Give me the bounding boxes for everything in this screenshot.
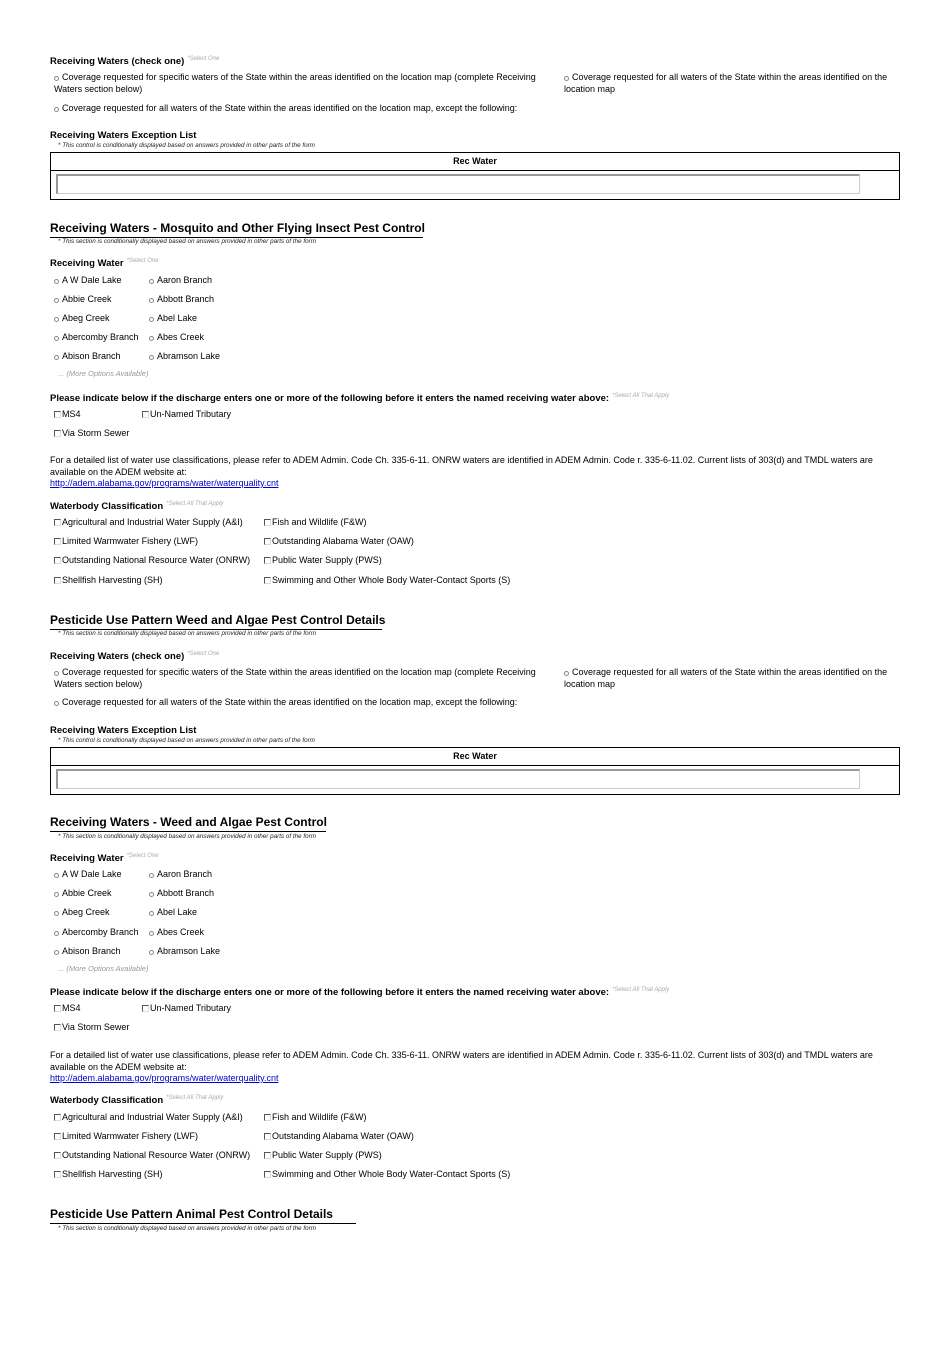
radio-icon[interactable] [149, 279, 154, 284]
rec-water-input[interactable] [56, 174, 860, 194]
radio-icon[interactable] [54, 336, 59, 341]
select-all-hint: *Select All That Apply [166, 501, 224, 507]
section-title-animal: Pesticide Use Pattern Animal Pest Control Details [50, 1207, 333, 1221]
checkbox-icon[interactable] [264, 1152, 271, 1159]
checkbox-icon[interactable] [264, 1133, 271, 1140]
radio-water[interactable]: Abbott Branch [149, 888, 214, 898]
section-title-weed-details: Pesticide Use Pattern Weed and Algae Pest Control Details [50, 613, 386, 627]
select-one-hint: *Select One [126, 258, 159, 264]
checkbox-icon[interactable] [54, 519, 61, 526]
radio-icon[interactable] [54, 76, 59, 81]
radio-water[interactable]: Abel Lake [149, 313, 197, 323]
radio-icon[interactable] [149, 873, 154, 878]
radio-icon[interactable] [54, 931, 59, 936]
radio-coverage-except[interactable]: Coverage requested for all waters of the State within the areas identified on the location map, except the following: [54, 103, 517, 115]
section-note: * This section is conditionally displayed based on answers provided in other parts of the form [58, 833, 316, 840]
exception-note: * This control is conditionally displayed based on answers provided in other parts of the form [58, 142, 315, 149]
checkbox-classification[interactable]: Outstanding National Resource Water (ONRW) [54, 555, 250, 565]
checkbox-icon[interactable] [54, 1133, 61, 1140]
discharge-label: Please indicate below if the discharge enters one or more of the following before it enters the named receiving water above: $^{*Select All That Apply}$ [50, 987, 670, 998]
exception-list-label: Receiving Waters Exception List [50, 130, 197, 141]
checkbox-icon[interactable] [264, 538, 271, 545]
radio-icon[interactable] [149, 317, 154, 322]
checkbox-classification[interactable]: Fish and Wildlife (F&W) [264, 1112, 367, 1122]
radio-icon[interactable] [149, 336, 154, 341]
exception-note: * This control is conditionally displayed based on answers provided in other parts of the form [58, 737, 315, 744]
radio-water[interactable]: Abramson Lake [149, 351, 220, 361]
checkbox-icon[interactable] [264, 519, 271, 526]
checkbox-unnamed-tributary[interactable]: Un-Named Tributary [142, 409, 231, 419]
radio-water[interactable]: Abison Branch [54, 351, 121, 361]
checkbox-classification[interactable]: Outstanding Alabama Water (OAW) [264, 536, 414, 546]
checkbox-classification[interactable]: Outstanding Alabama Water (OAW) [264, 1131, 414, 1141]
checkbox-ms4[interactable]: MS4 [54, 409, 81, 419]
checkbox-classification[interactable]: Limited Warmwater Fishery (LWF) [54, 536, 198, 546]
radio-water[interactable]: Abramson Lake [149, 946, 220, 956]
section-note: * This section is conditionally displayed based on answers provided in other parts of the form [58, 1225, 316, 1232]
checkbox-icon[interactable] [142, 1005, 149, 1012]
more-options[interactable]: ... (More Options Available) [58, 369, 149, 378]
radio-water[interactable]: Aaron Branch [149, 869, 212, 879]
checkbox-classification[interactable]: Public Water Supply (PWS) [264, 1150, 382, 1160]
rec-water-input[interactable] [56, 769, 860, 789]
receiving-water-label: Receiving Water $^{*Select One}$ [50, 258, 159, 269]
radio-icon[interactable] [54, 911, 59, 916]
radio-water[interactable]: Abel Lake [149, 907, 197, 917]
select-one-hint: *Select One [187, 651, 220, 657]
classification-info: For a detailed list of water use classifications, please refer to ADEM Admin. Code Ch. 335-6-11. ONRW waters are identified in ADEM Admin. Code r. 335-6-11.02. Current lists of 303(d) and TMDL waters are available on the ADEM website at: [50, 455, 873, 477]
radio-icon[interactable] [149, 911, 154, 916]
radio-icon[interactable] [54, 873, 59, 878]
radio-icon[interactable] [149, 931, 154, 936]
checkbox-classification[interactable]: Shellfish Harvesting (SH) [54, 1169, 163, 1179]
table-header-rec-water: Rec Water [51, 153, 899, 171]
select-all-hint: *Select All That Apply [612, 987, 670, 993]
adem-link[interactable]: http://adem.alabama.gov/programs/water/waterquality.cnt [50, 478, 279, 488]
select-one-hint: *Select One [187, 56, 220, 62]
radio-water[interactable]: A W Dale Lake [54, 275, 122, 285]
checkbox-classification[interactable]: Agricultural and Industrial Water Supply (A&I) [54, 517, 243, 527]
radio-icon[interactable] [564, 76, 569, 81]
checkbox-icon[interactable] [264, 557, 271, 564]
checkbox-icon[interactable] [54, 577, 61, 584]
radio-icon[interactable] [54, 701, 59, 706]
checkbox-icon[interactable] [264, 577, 271, 584]
checkbox-icon[interactable] [54, 557, 61, 564]
exception-table [50, 152, 900, 200]
radio-water[interactable]: Abbott Branch [149, 294, 214, 304]
receiving-waters-label: Receiving Waters (check one) $^{*Select One}$ [50, 651, 220, 662]
radio-coverage-specific[interactable]: Coverage requested for specific waters of the State within the areas identified on the location map (complete Receiving Waters section below) [54, 72, 536, 94]
checkbox-classification[interactable]: Swimming and Other Whole Body Water-Contact Sports (S) [264, 575, 510, 585]
waterbody-classification-label: Waterbody Classification $^{*Select All That Apply}$ [50, 1095, 224, 1106]
checkbox-icon[interactable] [264, 1171, 271, 1178]
radio-water[interactable]: Abeg Creek [54, 907, 110, 917]
checkbox-icon[interactable] [54, 1171, 61, 1178]
radio-water[interactable]: Abes Creek [149, 332, 204, 342]
checkbox-icon[interactable] [54, 1005, 61, 1012]
radio-icon[interactable] [54, 317, 59, 322]
receiving-water-label: Receiving Water $^{*Select One}$ [50, 853, 159, 864]
section-note: * This section is conditionally displayed based on answers provided in other parts of the form [58, 238, 316, 245]
radio-water[interactable]: Abbie Creek [54, 888, 112, 898]
table-header-rec-water: Rec Water [51, 748, 899, 766]
radio-water[interactable]: Abercomby Branch [54, 332, 139, 342]
checkbox-storm-sewer[interactable]: Via Storm Sewer [54, 428, 129, 438]
waterbody-classification-label: Waterbody Classification $^{*Select All That Apply}$ [50, 501, 224, 512]
radio-coverage-specific[interactable]: Coverage requested for specific waters of the State within the areas identified on the location map (complete Receiving Waters section below) [54, 667, 536, 689]
checkbox-icon[interactable] [54, 538, 61, 545]
checkbox-icon[interactable] [54, 430, 61, 437]
checkbox-unnamed-tributary[interactable]: Un-Named Tributary [142, 1003, 231, 1013]
radio-coverage-all[interactable]: Coverage requested for all waters of the State within the areas identified on the location map [564, 667, 888, 689]
radio-water[interactable]: Aaron Branch [149, 275, 212, 285]
checkbox-classification[interactable]: Fish and Wildlife (F&W) [264, 517, 367, 527]
checkbox-icon[interactable] [54, 1024, 61, 1031]
select-all-hint: *Select All That Apply [166, 1095, 224, 1101]
radio-icon[interactable] [54, 298, 59, 303]
checkbox-icon[interactable] [54, 1114, 61, 1121]
checkbox-classification[interactable]: Swimming and Other Whole Body Water-Contact Sports (S) [264, 1169, 510, 1179]
checkbox-icon[interactable] [264, 1114, 271, 1121]
classification-info: For a detailed list of water use classifications, please refer to ADEM Admin. Code Ch. 335-6-11. ONRW waters are identified in ADEM Admin. Code r. 335-6-11.02. Current lists of 303(d) and TMDL waters are available on the ADEM website at: [50, 1050, 873, 1072]
radio-icon[interactable] [149, 298, 154, 303]
radio-water[interactable]: A W Dale Lake [54, 869, 122, 879]
checkbox-classification[interactable]: Limited Warmwater Fishery (LWF) [54, 1131, 198, 1141]
radio-icon[interactable] [54, 892, 59, 897]
section-note: * This section is conditionally displayed based on answers provided in other parts of the form [58, 630, 316, 637]
radio-icon[interactable] [54, 950, 59, 955]
exception-list-label: Receiving Waters Exception List [50, 725, 197, 736]
checkbox-storm-sewer[interactable]: Via Storm Sewer [54, 1022, 129, 1032]
checkbox-classification[interactable]: Public Water Supply (PWS) [264, 555, 382, 565]
radio-icon[interactable] [54, 671, 59, 676]
radio-icon[interactable] [149, 950, 154, 955]
radio-water[interactable]: Abercomby Branch [54, 927, 139, 937]
radio-water[interactable]: Abison Branch [54, 946, 121, 956]
receiving-waters-label: Receiving Waters (check one) $^{*Select One}$ [50, 56, 220, 67]
radio-water[interactable]: Abbie Creek [54, 294, 112, 304]
select-all-hint: *Select All That Apply [612, 393, 670, 399]
section-title-weed: Receiving Waters - Weed and Algae Pest Control [50, 815, 327, 829]
checkbox-icon[interactable] [142, 411, 149, 418]
radio-icon[interactable] [54, 107, 59, 112]
exception-table [50, 747, 900, 795]
adem-link[interactable]: http://adem.alabama.gov/programs/water/waterquality.cnt [50, 1073, 279, 1083]
select-one-hint: *Select One [126, 853, 159, 859]
radio-icon[interactable] [149, 892, 154, 897]
more-options[interactable]: ... (More Options Available) [58, 964, 149, 973]
section-title-mosquito: Receiving Waters - Mosquito and Other Flying Insect Pest Control [50, 221, 425, 235]
radio-icon[interactable] [54, 279, 59, 284]
radio-icon[interactable] [54, 355, 59, 360]
checkbox-icon[interactable] [54, 411, 61, 418]
radio-icon[interactable] [149, 355, 154, 360]
checkbox-classification[interactable]: Shellfish Harvesting (SH) [54, 575, 163, 585]
radio-water[interactable]: Abes Creek [149, 927, 204, 937]
checkbox-classification[interactable]: Agricultural and Industrial Water Supply (A&I) [54, 1112, 243, 1122]
checkbox-ms4[interactable]: MS4 [54, 1003, 81, 1013]
radio-icon[interactable] [564, 671, 569, 676]
checkbox-icon[interactable] [54, 1152, 61, 1159]
radio-coverage-except[interactable]: Coverage requested for all waters of the State within the areas identified on the location map, except the following: [54, 697, 517, 709]
radio-water[interactable]: Abeg Creek [54, 313, 110, 323]
discharge-label: Please indicate below if the discharge enters one or more of the following before it enters the named receiving water above: $^{*Select All That Apply}$ [50, 393, 670, 404]
radio-coverage-all[interactable]: Coverage requested for all waters of the State within the areas identified on the location map [564, 72, 888, 94]
checkbox-classification[interactable]: Outstanding National Resource Water (ONRW) [54, 1150, 250, 1160]
